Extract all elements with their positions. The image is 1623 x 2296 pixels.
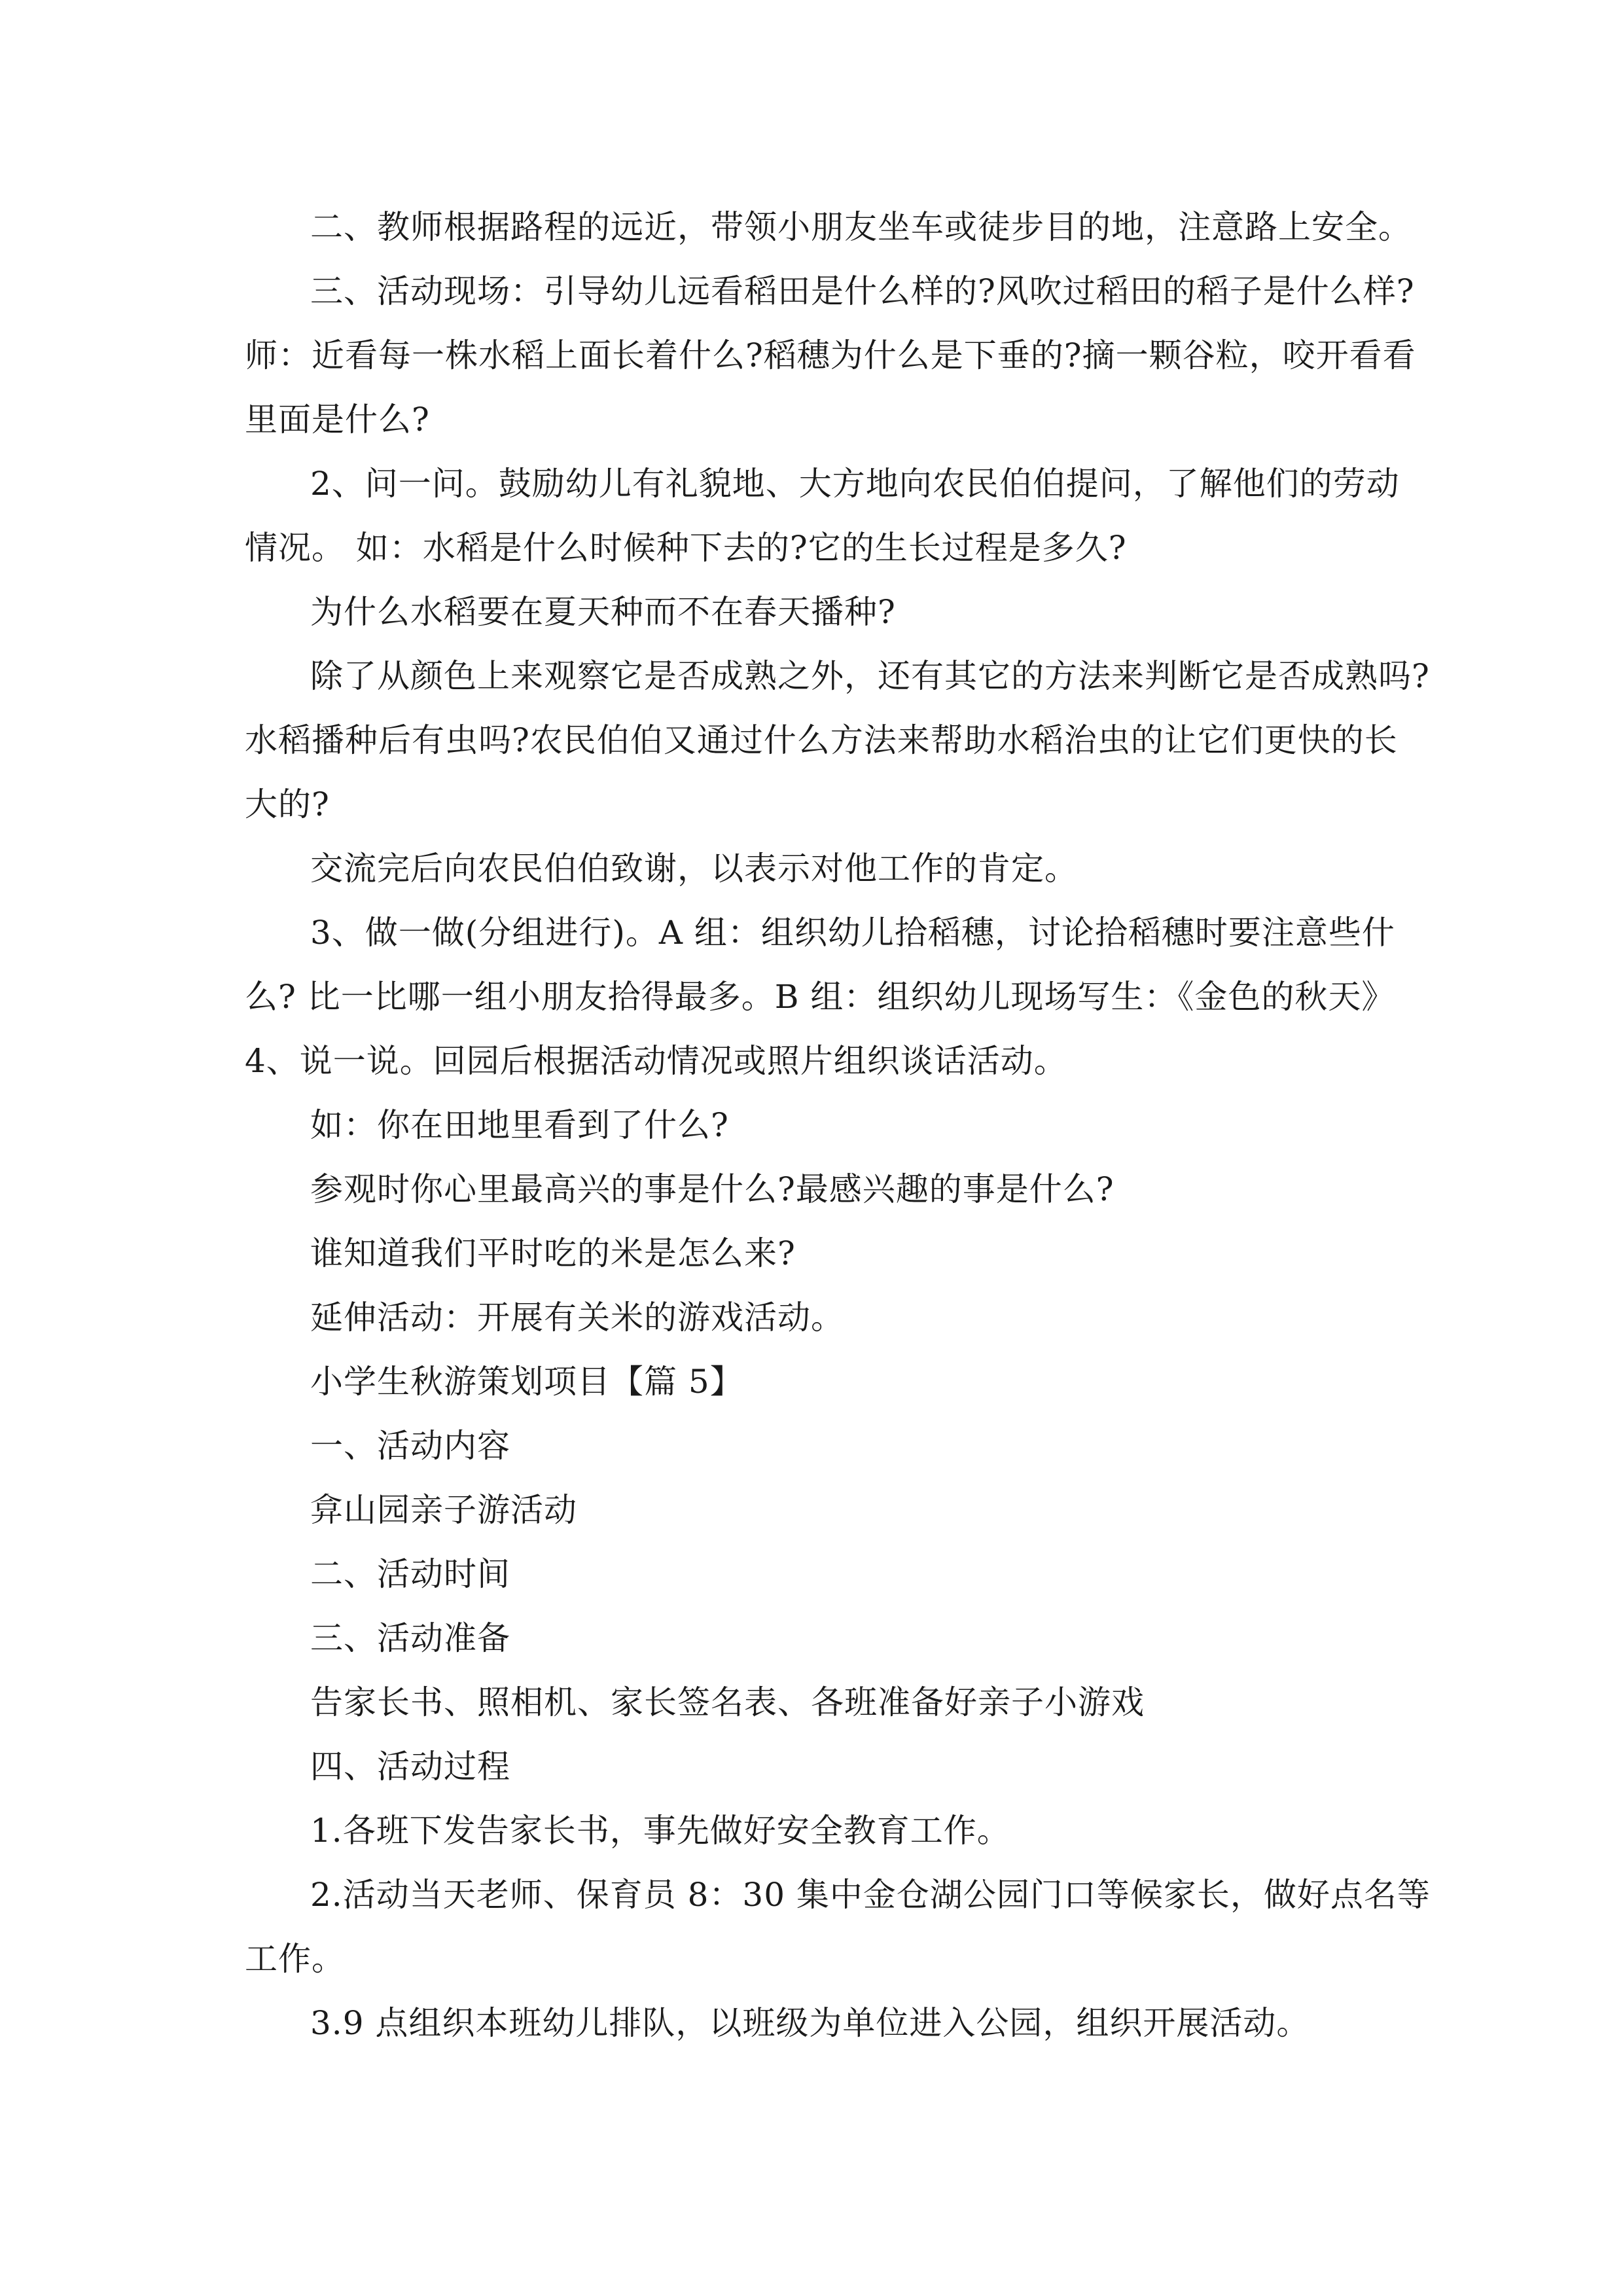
paragraph-line: 1.各班下发告家长书，事先做好安全教育工作。: [310, 1812, 1010, 1850]
section-heading: 二、活动时间: [310, 1555, 510, 1593]
paragraph-line: 大的?: [245, 785, 330, 823]
paragraph-line: 延伸活动：开展有关米的游戏活动。: [310, 1299, 844, 1336]
paragraph-line: 么? 比一比哪一组小朋友拾得最多。B 组：组织幼儿现场写生：《金色的秋天》: [245, 978, 1395, 1016]
paragraph-line: 为什么水稻要在夏天种而不在春天播种?: [310, 593, 896, 631]
section-heading: 四、活动过程: [310, 1748, 510, 1785]
paragraph-line: 里面是什么?: [245, 401, 430, 439]
section-heading: 一、活动内容: [310, 1427, 510, 1465]
paragraph-line: 3.9 点组织本班幼儿排队，以班级为单位进入公园，组织开展活动。: [310, 2004, 1310, 2042]
paragraph-line: 弇山园亲子游活动: [310, 1491, 577, 1529]
paragraph-line: 参观时你心里最高兴的事是什么?最感兴趣的事是什么?: [310, 1170, 1115, 1208]
paragraph-line: 除了从颜色上来观察它是否成熟之外，还有其它的方法来判断它是否成熟吗?: [310, 657, 1430, 695]
paragraph-line: 4、说一说。回园后根据活动情况或照片组织谈话活动。: [245, 1042, 1067, 1080]
section-heading: 三、活动准备: [310, 1619, 510, 1657]
paragraph-line: 3、做一做(分组进行)。A 组：组织幼儿拾稻穗，讨论拾稻穗时要注意些什: [310, 914, 1395, 952]
paragraph-line: 2.活动当天老师、保育员 8：30 集中金仓湖公园门口等候家长，做好点名等: [310, 1876, 1431, 1914]
paragraph-line: 水稻播种后有虫吗?农民伯伯又通过什么方法来帮助水稻治虫的让它们更快的长: [245, 721, 1398, 759]
paragraph-line: 如：你在田地里看到了什么?: [310, 1106, 729, 1144]
paragraph-line: 谁知道我们平时吃的米是怎么来?: [310, 1234, 796, 1272]
paragraph-line: 2、问一问。鼓励幼儿有礼貌地、大方地向农民伯伯提问，了解他们的劳动: [310, 465, 1400, 503]
paragraph-line: 工作。: [245, 1940, 345, 1978]
paragraph-line: 情况。 如：水稻是什么时候种下去的?它的生长过程是多久?: [245, 529, 1127, 567]
paragraph-line: 告家长书、照相机、家长签名表、各班准备好亲子小游戏: [310, 1683, 1145, 1721]
paragraph-line: 三、活动现场：引导幼儿远看稻田是什么样的?风吹过稻田的稻子是什么样?: [310, 272, 1415, 310]
paragraph-line: 二、教师根据路程的远近，带领小朋友坐车或徒步目的地，注意路上安全。: [310, 208, 1412, 246]
paragraph-line: 交流完后向农民伯伯致谢，以表示对他工作的肯定。: [310, 850, 1078, 888]
section-title: 小学生秋游策划项目【篇 5】: [310, 1363, 743, 1401]
paragraph-line: 师：近看每一株水稻上面长着什么?稻穗为什么是下垂的?摘一颗谷粒，咬开看看: [245, 336, 1416, 374]
